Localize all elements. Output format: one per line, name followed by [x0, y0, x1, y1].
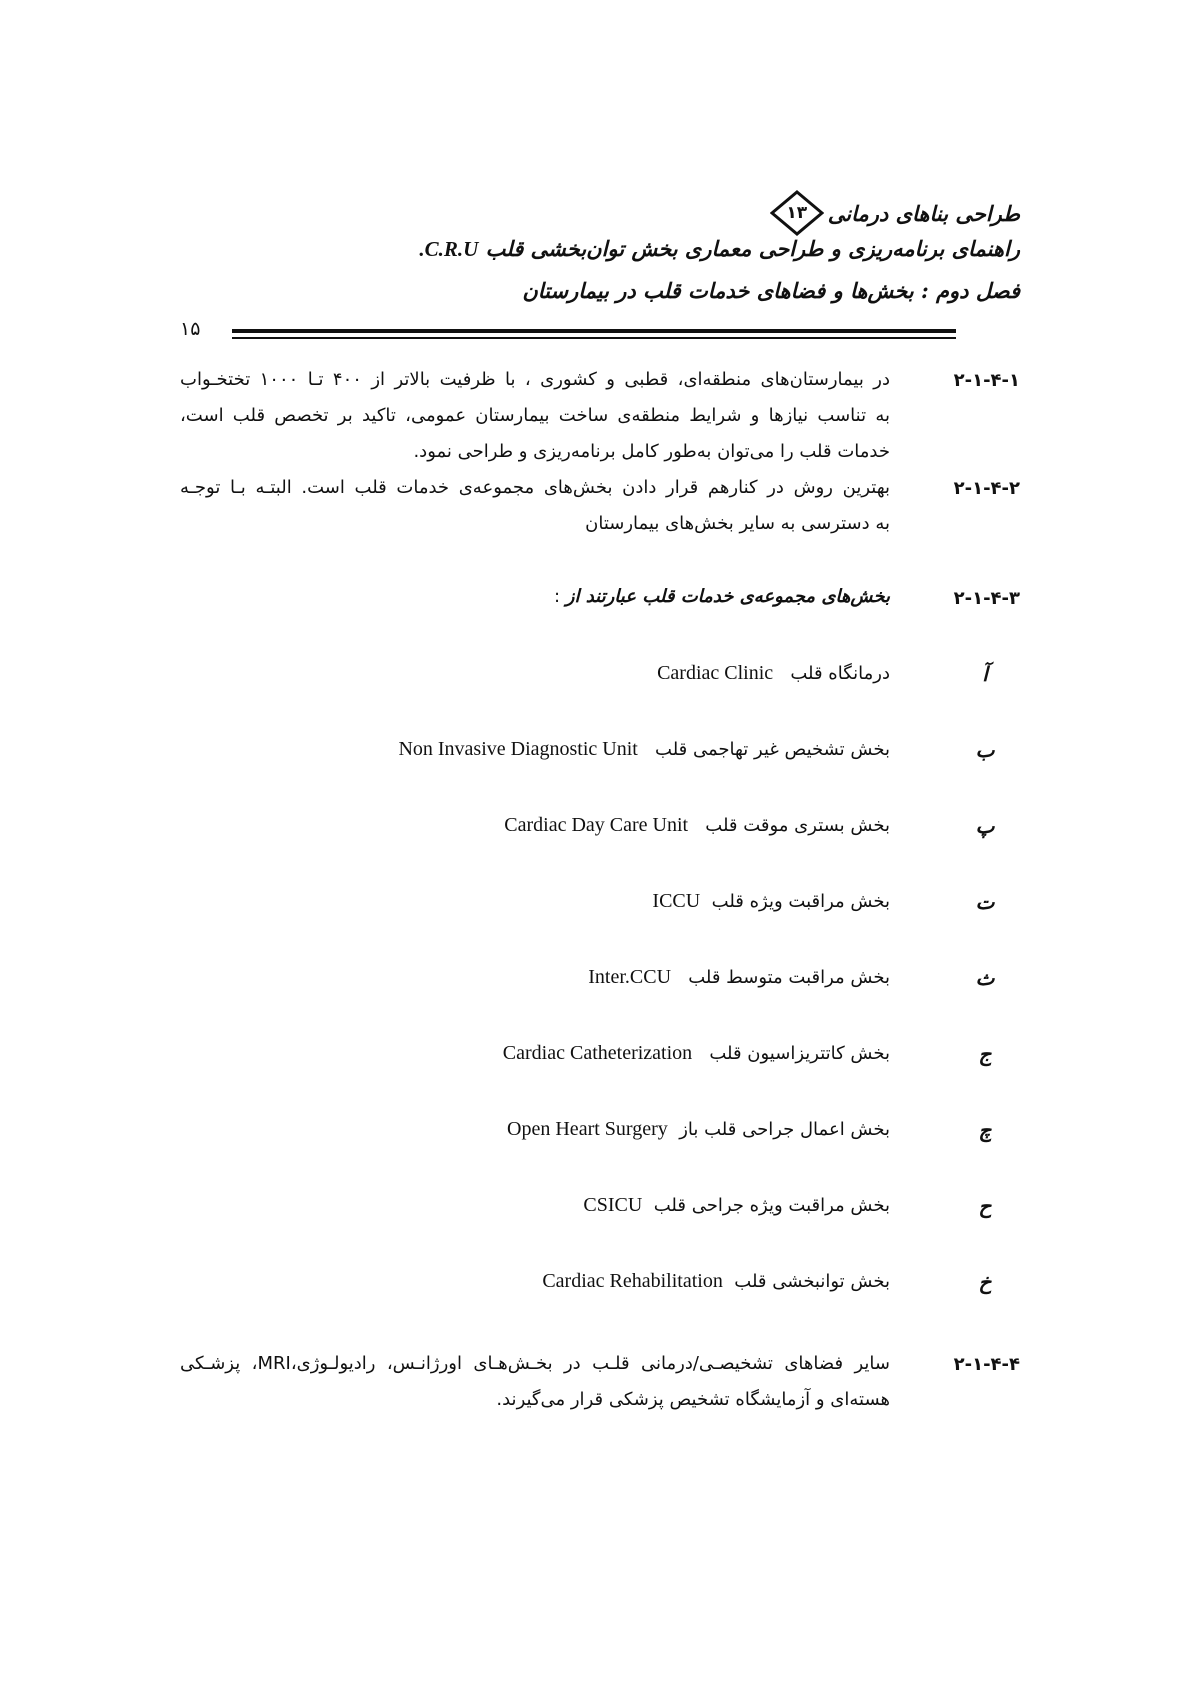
unit-name-fa: بخش مراقبت ویژه جراحی قلب: [653, 1195, 890, 1216]
running-header-series: [770, 190, 1020, 236]
unit-name-en: CSICU: [583, 1194, 643, 1216]
list-letter: چ: [978, 1118, 992, 1142]
paragraph-line: سایر فضاهای تشخیصـی/درمانی قلـب در بخـش‌هـای اورژانـس، رادیولـوژی،MRI، پزشـکی: [180, 1353, 890, 1374]
unit-name-en: Cardiac Clinic: [657, 662, 774, 684]
book-title-fa: راهنمای برنامه‌ریزی و طراحی معماری بخش توان‌بخشی قلب: [485, 236, 1020, 261]
unit-name-fa: بخش توانبخشی قلب: [734, 1271, 890, 1292]
list-item-text: [588, 966, 890, 989]
unit-name-fa: بخش مراقبت متوسط قلب: [688, 967, 890, 988]
unit-name-fa: درمانگاه قلب: [790, 663, 890, 684]
unit-name-fa: بخش اعمال جراحی قلب باز: [679, 1119, 890, 1140]
list-item: [200, 890, 1020, 924]
header-rule-thin: [232, 337, 956, 339]
paragraph-text: به دسترسی به سایر بخش‌های بیمارستان: [585, 513, 890, 534]
unit-name-fa: بخش کاتتریزاسیون قلب: [709, 1043, 890, 1064]
list-heading-text: بخش‌های مجموعه‌ی خدمات قلب عبارتند از: [565, 586, 890, 607]
unit-name-en: Cardiac Catheterization: [502, 1042, 693, 1064]
unit-name-en: Cardiac Rehabilitation: [542, 1270, 723, 1292]
section-number: ۲-۱-۴-۲: [953, 478, 1020, 499]
list-item: [200, 1118, 1020, 1152]
unit-name-fa: بخش مراقبت ویژه قلب: [711, 891, 890, 912]
list-letter: خ: [978, 1270, 992, 1294]
section-paragraph: [180, 1346, 890, 1418]
list-item: [200, 1042, 1020, 1076]
list-heading-colon: :: [553, 586, 566, 607]
list-letter: ب: [975, 738, 995, 762]
series-number-badge: [770, 190, 824, 236]
paragraph-line: بهترین روش در کنارهم قرار دادن بخش‌های مجموعه‌ی خدمات قلب است. البتـه بـا توجـه: [180, 477, 890, 498]
list-item-text: [657, 662, 890, 685]
list-item-text: [507, 1118, 890, 1141]
section-number: ۲-۱-۴-۳: [953, 588, 1020, 609]
list-item: [200, 1270, 1020, 1304]
list-letter: ث: [975, 966, 995, 990]
series-number: ۱۳: [786, 203, 808, 223]
list-letter: پ: [975, 814, 995, 838]
running-header-chapter: فصل دوم : بخش‌ها و فضاهای خدمات قلب در بیمارستان: [522, 278, 1020, 303]
running-header-book-title: [419, 236, 1020, 262]
header-rule-thick: [232, 329, 956, 333]
list-item-text: [398, 738, 890, 761]
unit-name-en: Open Heart Surgery: [507, 1118, 668, 1140]
unit-name-fa: بخش بستری موقت قلب: [705, 815, 890, 836]
section-paragraph: [180, 470, 890, 542]
list-item-text: [583, 1194, 890, 1217]
paragraph-text: به تناسب نیازها و شرایط منطقه‌ی ساخت بیمارستان عمومی، تاکید بر تخصص قلب است، خدمات قلب را می‌توان به‌طور کامل برنامه‌ریزی و طراحی نمود.: [180, 405, 890, 462]
list-item: [200, 662, 1020, 696]
unit-name-en: Non Invasive Diagnostic Unit: [398, 738, 638, 760]
page-number: ۱۵: [180, 318, 201, 340]
list-item: [200, 738, 1020, 772]
list-item-text: [503, 1042, 890, 1065]
list-item: [200, 1194, 1020, 1228]
section-number: ۲-۱-۴-۴: [953, 1354, 1020, 1375]
list-letter: ت: [975, 890, 995, 914]
list-letter: ح: [978, 1194, 992, 1218]
list-letter: آ: [982, 662, 988, 686]
unit-name-fa: بخش تشخیص غیر تهاجمی قلب: [655, 739, 890, 760]
section-paragraph: [180, 362, 890, 470]
book-title-en: C.R.U.: [419, 237, 479, 261]
section-number: ۲-۱-۴-۱: [953, 370, 1020, 391]
series-title: طراحی بناهای درمانی: [827, 200, 1020, 226]
list-heading: [554, 586, 890, 607]
list-item: [200, 966, 1020, 1000]
paragraph-text: هسته‌ای و آزمایشگاه تشخیص پزشکی قرار می‌گیرند.: [496, 1389, 890, 1410]
list-item-text: [504, 814, 890, 837]
list-letter: ج: [978, 1042, 992, 1066]
list-item-text: [652, 890, 890, 913]
list-item-text: [542, 1270, 890, 1293]
unit-name-en: Inter.CCU: [588, 966, 672, 988]
list-item: [200, 814, 1020, 848]
unit-name-en: Cardiac Day Care Unit: [504, 814, 689, 836]
unit-name-en: ICCU: [652, 890, 701, 912]
paragraph-line: در بیمارستان‌های منطقه‌ای، قطبی و کشوری ، با ظرفیت بالاتر از ۴۰۰ تـا ۱۰۰۰ تختخـواب: [180, 369, 890, 390]
